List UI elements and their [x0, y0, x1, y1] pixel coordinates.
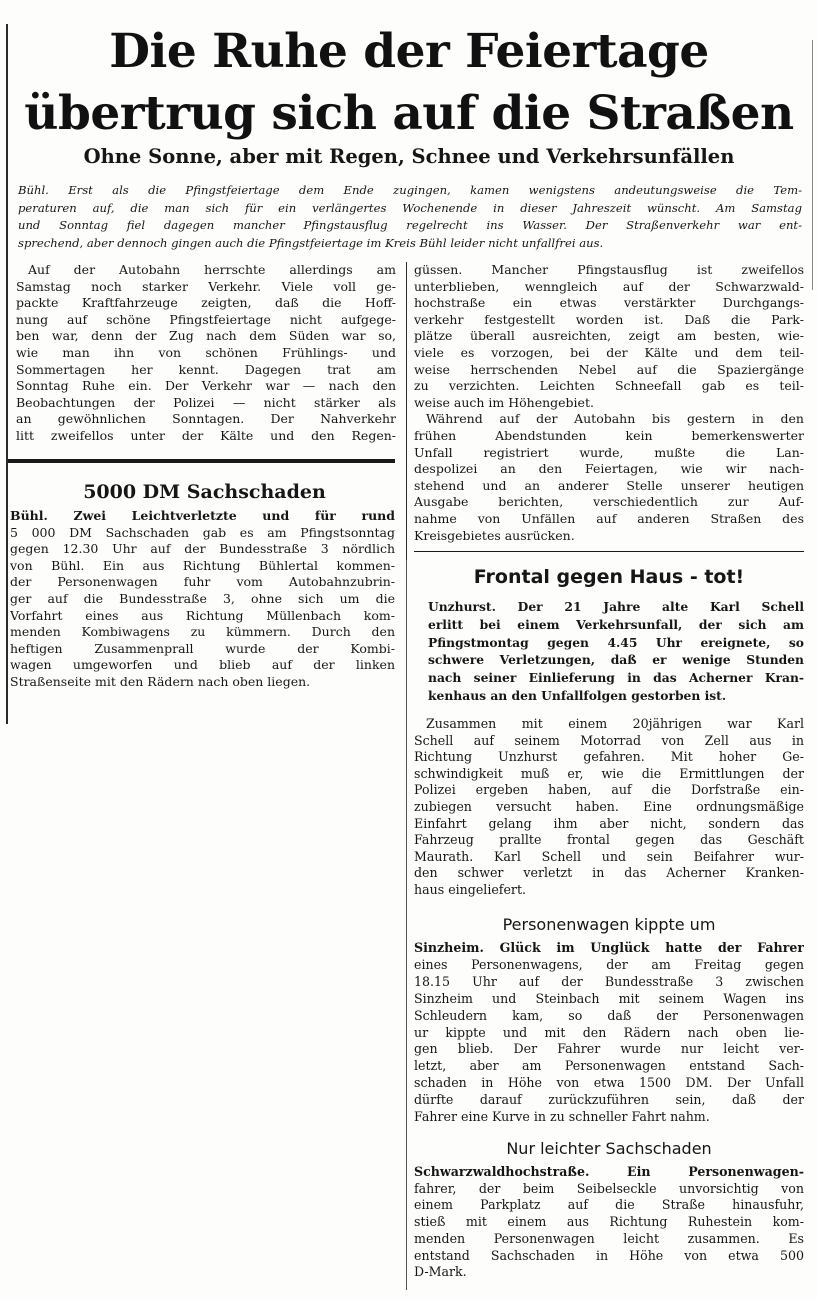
lead-line: und Sonntag fiel dagegen mancher Pfingstausflug regelrecht ins Wasser. Der Straßenverkehr war ent- — [18, 218, 802, 232]
frontal-lead — [428, 598, 804, 705]
text-line: güssen. Mancher Pfingstausflug ist zweifellos — [414, 262, 804, 277]
kippte-article — [414, 940, 804, 1126]
sachschaden-article — [10, 508, 395, 691]
right-margin-rule — [812, 40, 813, 290]
text-line: Straßenseite mit den Rädern nach oben liegen. — [10, 673, 311, 689]
text-line: nung auf schöne Pfingstfeiertage nicht aufgege- — [16, 311, 396, 327]
dateline: Schwarzwaldhochstraße. Ein Personenwagen- — [414, 1164, 804, 1179]
text-line: Schleudern kam, so daß der Personenwagen — [414, 1007, 804, 1023]
text-line: gen blieb. Der Fahrer wurde nur leicht ver- — [414, 1041, 804, 1057]
lead-line: peraturen auf, die man sich für ein verlängertes Wochenende in dieser Jahreszeit wünscht. Am Samstag — [18, 200, 802, 215]
text-line: ur kippte und mit den Rädern nach oben lie- — [414, 1024, 804, 1040]
text-line: Ausgabe berichten, verschiedentlich zur Auf- — [414, 494, 804, 510]
section-divider — [414, 551, 804, 552]
text-line: Unzhurst. Der 21 Jahre alte Karl Schell — [428, 599, 804, 614]
text-line — [10, 508, 395, 525]
text-line: dürfte darauf zurückzuführen sein, daß der — [414, 1092, 804, 1108]
text-line: fahrer, der beim Seibelseckle unvorsichtig von — [414, 1180, 804, 1196]
frontal-title: Frontal gegen Haus - tot! — [473, 566, 745, 588]
dateline: Sinzheim. Glück im Unglück hatte der Fahrer — [414, 940, 804, 955]
text-line: 5 000 DM Sachschaden gab es am Pfingstsonntag — [10, 524, 395, 540]
text-line: Einfahrt gelang ihm aber nicht, sondern das — [414, 815, 804, 831]
text-line: schwindigkeit muß er, wie die Ermittlungen der — [414, 765, 804, 781]
text-line: despolizei an den Feiertagen, wie wir nach- — [414, 461, 804, 477]
leichter-article — [414, 1164, 804, 1281]
text-line: Auf der Autobahn herrschte allerdings am — [28, 262, 396, 277]
text-line: Pfingstmontag gegen 4.45 Uhr ereignete, so — [428, 634, 804, 650]
text-line: ben war, denn der Zug nach dem Süden war so, — [16, 328, 396, 344]
text-line: menden Kombiwagens zu kümmern. Durch den — [10, 624, 395, 640]
text-line: Polizei ergeben haben, auf die Dorfstraße ein- — [414, 782, 804, 798]
text-line: schwere Verletzungen, daß er wenige Stunden — [428, 652, 804, 668]
text-line: verkehr festgestellt worden ist. Daß die Park- — [414, 311, 804, 327]
text-line: der Personenwagen fuhr vom Autobahnzubrin- — [10, 574, 395, 590]
text-line: entstand Sachschaden in Höhe von etwa 500 — [414, 1247, 804, 1263]
leichter-title: Nur leichter Sachschaden — [506, 1139, 712, 1158]
text-line: haus eingeliefert. — [414, 881, 527, 897]
lead-line: sprechend, aber dennoch gingen auch die Pfingstfeiertage im Kreis Bühl leider nicht unfallfrei aus. — [18, 235, 604, 250]
text-line: den schwer verletzt in das Acherner Kranken- — [414, 865, 804, 881]
text-line: wagen umgeworfen und blieb auf der linken — [10, 657, 395, 673]
text-line: weise auch im Höhengebiet. — [414, 394, 594, 410]
left-margin-rule — [6, 24, 8, 724]
text-line: Beobachtungen der Polizei — nicht stärker als — [16, 394, 396, 410]
text-line: Sinzheim und Steinbach mit seinem Wagen ins — [414, 990, 804, 1006]
text-line: Richtung Unzhurst gefahren. Mit hoher Ge- — [414, 749, 804, 765]
text-line: Unfall registriert wurde, mußte die Lan- — [414, 444, 804, 460]
sachschaden-title: 5000 DM Sachschaden — [83, 481, 326, 503]
lead-paragraph — [18, 182, 802, 252]
text-line: D-Mark. — [414, 1264, 467, 1280]
text-line: Fahrzeug prallte frontal gegen das Geschäft — [414, 832, 804, 848]
text-line: kenhaus an den Unfallfolgen gestorben ist. — [428, 687, 727, 703]
text-line: litt zweifellos unter der Kälte und den Regen- — [16, 427, 396, 443]
text-line: nach seiner Einlieferung in das Acherner Kran- — [428, 670, 804, 686]
right-column-article — [414, 262, 804, 544]
headline-line-1: Die Ruhe der Feiertage — [109, 24, 709, 79]
text-line: Sommertagen her kennt. Dagegen trat am — [16, 361, 396, 377]
text-line: 18.15 Uhr auf der Bundesstraße 3 zwischen — [414, 973, 804, 989]
text-line: Sonntag Ruhe ein. Der Verkehr war — nach den — [16, 378, 396, 394]
text-line: weise herrschenden Nebel auf die Spaziergänge — [414, 361, 804, 377]
text-line: stieß mit einem aus Richtung Ruhestein kom- — [414, 1214, 804, 1230]
section-divider — [8, 459, 395, 463]
headline-line-2: übertrug sich auf die Straßen — [24, 86, 794, 141]
text-line: Maurath. Karl Schell und sein Beifahrer wur- — [414, 848, 804, 864]
text-line: an gewöhnlichen Sonntagen. Der Nahverkehr — [16, 411, 396, 427]
text-line: gegen 12.30 Uhr auf der Bundesstraße 3 nördlich — [10, 541, 395, 557]
text-line: ger auf die Bundesstraße 3, ohne sich um die — [10, 590, 395, 606]
text-line: nahme von Unfällen auf anderen Straßen des — [414, 510, 804, 526]
text-line: hochstraße ein etwas verstärkter Durchgangs- — [414, 295, 804, 311]
kippte-title: Personenwagen kippte um — [502, 915, 716, 934]
text-line: letzt, aber am Personenwagen entstand Sach- — [414, 1058, 804, 1074]
text-line — [414, 940, 804, 957]
text-line: von Bühl. Ein aus Richtung Bühlertal kommen- — [10, 557, 395, 573]
text-line: Während auf der Autobahn bis gestern in den — [426, 411, 804, 427]
text-line: eines Personenwagens, der am Freitag gegen — [414, 956, 804, 972]
right-article-rule — [406, 560, 407, 1290]
subheadline: Ohne Sonne, aber mit Regen, Schnee und Verkehrsunfällen — [83, 145, 735, 168]
text-line: wie man ihn von schönen Frühlings- und — [16, 344, 396, 360]
text-line: einem Parkplatz auf die Straße hinausfuhr, — [414, 1197, 804, 1213]
text-line: Fahrer eine Kurve in zu schneller Fahrt nahm. — [414, 1109, 710, 1125]
text-line: Samstag noch starker Verkehr. Viele voll ge- — [16, 278, 396, 294]
text-line — [414, 1164, 804, 1181]
text-line: packte Kraftfahrzeuge zeigten, daß die Hoff- — [16, 295, 396, 311]
lead-line: Bühl. Erst als die Pfingstfeiertage dem Ende zugingen, kamen wenigstens andeutungsweise die Tem- — [18, 183, 802, 197]
left-column-article — [16, 262, 396, 445]
text-line: zu verzichten. Leichten Schneefall gab es teil- — [414, 378, 804, 394]
text-line: Kreisgebietes ausrücken. — [414, 527, 575, 543]
text-line: schaden in Höhe von etwa 1500 DM. Der Unfall — [414, 1075, 804, 1091]
text-line: frühen Abendstunden kein bemerkenswerter — [414, 427, 804, 443]
text-line: zubiegen versucht haben. Eine ordnungsmäßige — [414, 798, 804, 814]
text-line: plätze überall ausreichten, zeigt am besten, wie- — [414, 328, 804, 344]
text-line: menden Personenwagen leicht zusammen. Es — [414, 1230, 804, 1246]
text-line: erlitt bei einem Verkehrsunfall, der sich am — [428, 616, 804, 632]
frontal-body — [414, 716, 804, 899]
text-line: Vorfahrt eines aus Richtung Müllenbach kom- — [10, 607, 395, 623]
text-line: heftigen Zusammenprall wurde der Kombi- — [10, 640, 395, 656]
text-line: viele es vorzogen, bei der Kälte und dem teil- — [414, 344, 804, 360]
text-line: Zusammen mit einem 20jährigen war Karl — [426, 716, 804, 731]
column-divider — [406, 262, 407, 562]
text-line: Schell auf seinem Motorrad von Zell aus in — [414, 732, 804, 748]
text-line: unterblieben, wenngleich auf der Schwarzwald- — [414, 278, 804, 294]
text-line: stehend und an anderer Stelle unserer heutigen — [414, 477, 804, 493]
dateline: Bühl. Zwei Leichtverletzte und für rund — [10, 508, 395, 523]
